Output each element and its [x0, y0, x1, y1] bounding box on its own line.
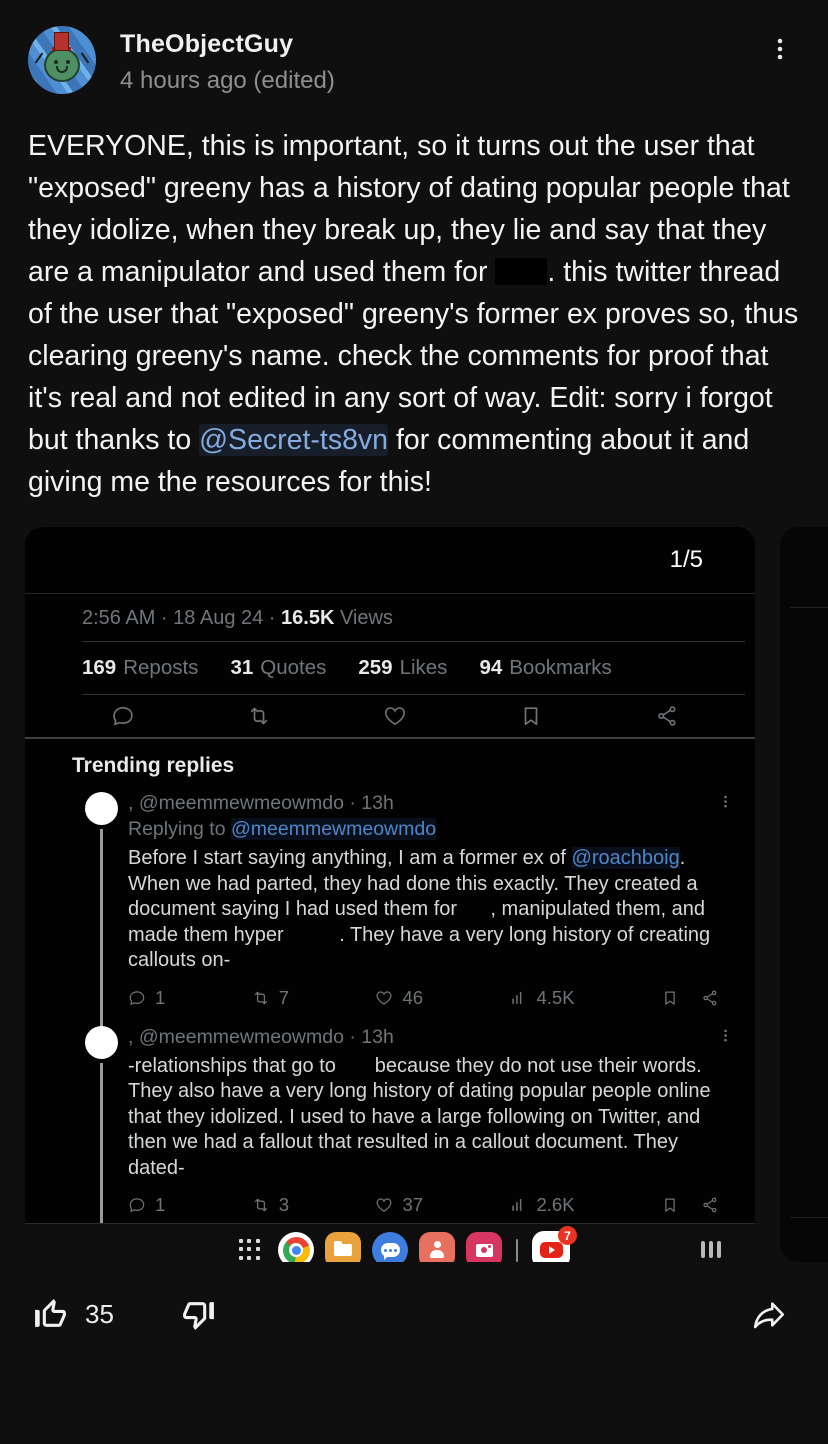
reply-avatar-col — [85, 792, 118, 1016]
reply-bookmark-icon[interactable] — [661, 1196, 679, 1214]
reply-comments[interactable]: 1 — [128, 987, 165, 1009]
reply-likes[interactable]: 46 — [375, 987, 423, 1009]
like-heart-icon[interactable] — [383, 704, 407, 728]
reply-menu-kebab-icon[interactable] — [718, 792, 733, 815]
post-header — [0, 0, 828, 95]
reply-body-text: Before I start saying anything, I am a former ex of @roachboig. When we had parted, they had done this exactly. They created a document saying I had used them for , manipulated them, and made them hyper . They have a very long history of creating callouts on- — [128, 847, 716, 971]
taskbar-separator — [516, 1239, 518, 1262]
reply-stats-row — [128, 1194, 733, 1216]
youtube-notification-badge: 7 — [558, 1226, 577, 1245]
avatar-art — [66, 60, 70, 64]
likes-stat[interactable]: 259 Likes — [358, 656, 448, 679]
reply-header — [128, 1026, 733, 1049]
repost-icon[interactable] — [247, 704, 271, 728]
post-text-2: . this twitter thread of the user that "exposed" greeny's former ex proves so, thus clearing greeny's name. check the comments for proof that it's real and not edited in any sort of way. Edit: sorry i forgot but thanks to — [28, 256, 799, 456]
post-menu-kebab-icon[interactable] — [760, 36, 800, 95]
tweet-action-bar — [25, 695, 755, 737]
app-drawer-icon[interactable] — [239, 1239, 261, 1261]
post-body-text — [28, 125, 800, 503]
reply-menu-kebab-icon[interactable] — [718, 1026, 733, 1049]
like-button[interactable] — [32, 1296, 114, 1333]
gallery-icon[interactable] — [466, 1232, 502, 1262]
trending-replies-heading: Trending replies — [72, 754, 235, 777]
bookmarks-stat[interactable]: 94 Bookmarks — [479, 656, 612, 679]
contacts-icon[interactable] — [419, 1232, 455, 1262]
reply-share-icon[interactable] — [701, 989, 719, 1007]
reply-comments[interactable]: 1 — [128, 1194, 165, 1216]
thumb-up-icon — [32, 1296, 69, 1333]
reply-reposts[interactable]: 7 — [252, 987, 289, 1009]
reply-stats-row — [128, 987, 733, 1009]
replying-to-line: Replying to @meemmewmeowmdo — [128, 818, 437, 840]
reply-bookmark-icon[interactable] — [661, 989, 679, 1007]
like-count: 35 — [85, 1299, 114, 1329]
divider — [790, 607, 828, 608]
android-taskbar — [25, 1223, 755, 1262]
taskbar-handle[interactable] — [701, 1241, 721, 1258]
reply-avatar[interactable] — [85, 792, 118, 825]
quotes-stat[interactable]: 31 Quotes — [230, 656, 327, 679]
roachboig-link[interactable]: @roachboig — [571, 847, 680, 869]
redaction-box — [495, 258, 547, 285]
post-action-bar — [32, 1296, 788, 1333]
reply-share-icon[interactable] — [701, 1196, 719, 1214]
messages-icon[interactable] — [372, 1232, 408, 1262]
carousel-top-bar — [25, 527, 755, 593]
tweet-reply-1 — [25, 782, 755, 1016]
youtube-icon[interactable] — [532, 1228, 571, 1262]
tweet-reply-2 — [25, 1016, 755, 1224]
tweet-meta — [25, 594, 755, 641]
thumb-down-icon — [180, 1296, 217, 1333]
reply-views[interactable]: 4.5K — [509, 987, 574, 1009]
reply-user-handle[interactable]: , @meemmewmeowmdo · 13h — [128, 792, 394, 814]
post-text-1: EVERYONE, this is important, so it turns out the user that "exposed" greeny has a history of dating popular people that they idolize, when they break up, they lie and say that they are a manipulator and used them for — [28, 130, 790, 288]
avatar-art — [81, 53, 90, 64]
share-button[interactable] — [751, 1296, 788, 1333]
bookmark-icon[interactable] — [519, 704, 543, 728]
tweet-stats-row — [25, 642, 755, 694]
tweet-views-count: 16.5K — [281, 607, 335, 629]
tweet-screenshot — [25, 593, 755, 1223]
avatar-art — [54, 60, 58, 64]
chrome-icon[interactable] — [278, 1232, 314, 1262]
image-carousel — [0, 527, 828, 1262]
dislike-button[interactable] — [180, 1296, 217, 1333]
image-counter: 1/5 — [669, 546, 703, 573]
author-block — [96, 26, 335, 95]
reply-views[interactable]: 2.6K — [509, 1194, 574, 1216]
share-arrow-icon — [751, 1296, 788, 1333]
share-icon[interactable] — [655, 704, 679, 728]
reply-reposts[interactable]: 3 — [252, 1194, 289, 1216]
reply-icon[interactable] — [111, 704, 135, 728]
thread-line — [100, 829, 103, 1028]
post-timestamp: 4 hours ago (edited) — [120, 67, 335, 94]
tweet-time: 2:56 AM · 18 Aug 24 · — [82, 607, 282, 629]
carousel-image-1[interactable] — [25, 527, 755, 1262]
avatar-art — [44, 48, 80, 82]
replying-to-handle[interactable]: @meemmewmeowmdo — [230, 818, 437, 840]
mention-link[interactable]: @Secret-ts8vn — [199, 424, 389, 456]
reply-avatar-col — [85, 1026, 118, 1224]
avatar[interactable] — [28, 26, 96, 94]
reposts-stat[interactable]: 169 Reposts — [82, 656, 199, 679]
avatar-art — [54, 32, 69, 51]
reply-header — [128, 792, 733, 815]
files-icon[interactable] — [325, 1232, 361, 1262]
avatar-art — [35, 53, 44, 64]
post-text-3: for commenting about it and giving me the resources for this! — [28, 424, 750, 498]
reply-avatar[interactable] — [85, 1026, 118, 1059]
tweet-views-label: Views — [334, 607, 393, 629]
carousel-image-2-peek[interactable] — [780, 527, 828, 1262]
author-name[interactable]: TheObjectGuy — [120, 30, 294, 58]
reply-body-text: -relationships that go to because they do not use their words. They also have a very long history of dating popular people online that they idolized. I used to have a large following on Twitter, and then we had a fallout that resulted in a callout document. They dated- — [128, 1054, 717, 1179]
reply-likes[interactable]: 37 — [375, 1194, 423, 1216]
divider — [790, 1217, 828, 1218]
reply-user-handle[interactable]: , @meemmewmeowmdo · 13h — [128, 1025, 394, 1048]
